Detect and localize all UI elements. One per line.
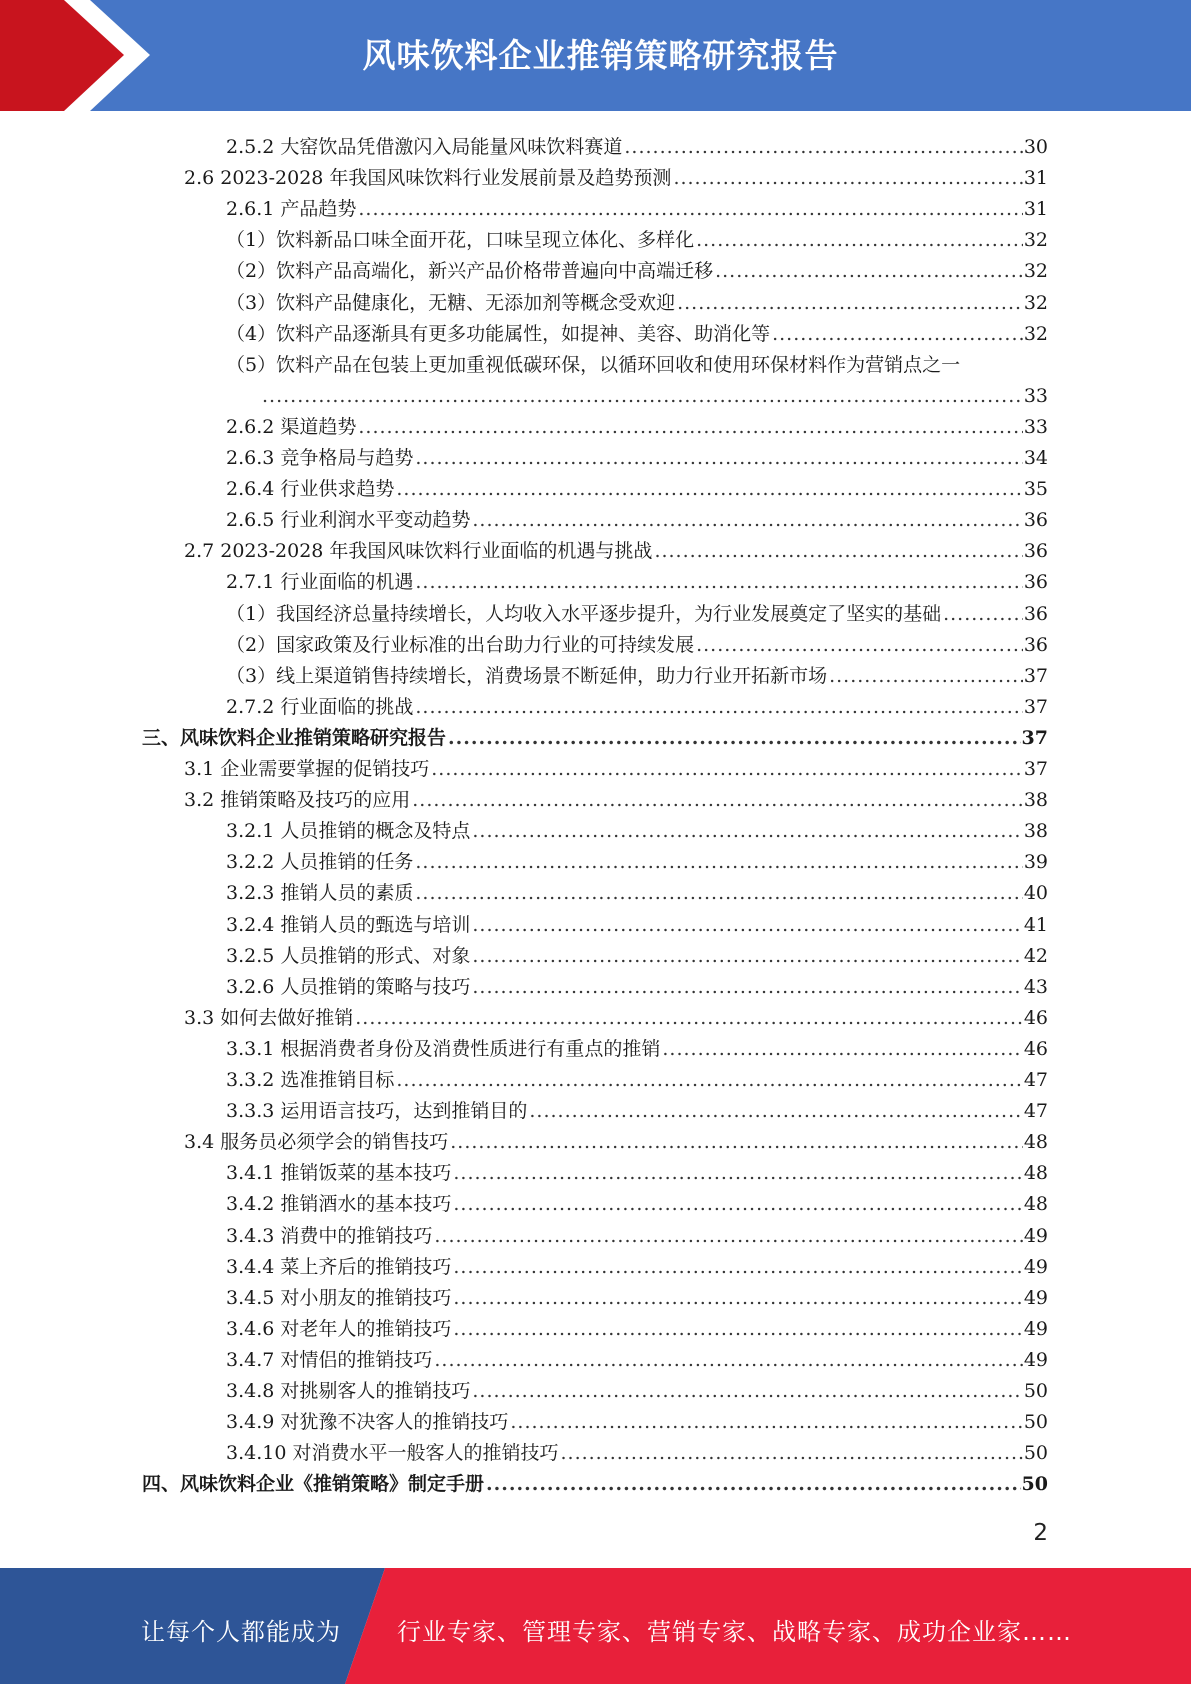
toc-entry-page: 49 <box>1023 1317 1048 1340</box>
toc-entry[interactable] <box>0 906 1048 937</box>
toc-entry-title: 3.3.3 运用语言技巧，达到推销目的 <box>226 1100 528 1123</box>
toc-entry-title: 3.4.5 对小朋友的推销技巧 <box>226 1286 452 1309</box>
toc-entry-title: 2.5.2 大窑饮品凭借激闪入局能量风味饮料赛道 <box>226 136 623 158</box>
toc-entry-page: 36 <box>1023 571 1048 594</box>
toc-dot-leader <box>529 1099 1022 1123</box>
toc-entry[interactable] <box>0 501 1048 532</box>
toc-entry[interactable] <box>0 1465 1048 1496</box>
toc-entry[interactable] <box>0 221 1048 252</box>
toc-dot-leader <box>415 695 1022 719</box>
toc-dot-leader <box>412 788 1023 812</box>
footer-slogan-left: 让每个人都能成为 <box>141 1618 341 1646</box>
toc-entry-title: （1）我国经济总量持续增长，人均收入水平逐步提升，为行业发展奠定了坚实的基础 <box>226 602 942 625</box>
toc-entry-title: 2.6.3 竞争格局与趋势 <box>226 447 414 469</box>
toc-entry[interactable] <box>0 719 1048 750</box>
toc-entry-title: 3.4.8 对挑剔客人的推销技巧 <box>226 1380 471 1402</box>
toc-entry-title: 2.6.4 行业供求趋势 <box>226 478 395 501</box>
toc-entry[interactable] <box>0 408 1048 439</box>
toc-entry-page: 47 <box>1023 1100 1048 1123</box>
toc-entry[interactable] <box>0 1310 1048 1341</box>
toc-entry[interactable] <box>0 315 1048 346</box>
toc-entry-page: 47 <box>1023 1069 1048 1091</box>
toc-dot-leader <box>453 1161 1022 1185</box>
toc-dot-leader <box>434 1348 1022 1372</box>
toc-entry-page: 30 <box>1023 136 1048 158</box>
toc-dot-leader <box>415 446 1022 470</box>
toc-dot-leader <box>673 166 1022 190</box>
toc-entry-page: 40 <box>1023 882 1048 905</box>
toc-dot-leader <box>624 135 1022 159</box>
toc-dot-leader <box>560 1441 1022 1465</box>
toc-entry-page: 35 <box>1023 478 1048 501</box>
toc-dot-leader <box>829 664 1023 688</box>
toc-entry-title: 3.4.10 对消费水平一般客人的推销技巧 <box>226 1442 559 1465</box>
toc-dot-leader <box>472 819 1022 843</box>
toc-entry-page: 37 <box>1021 726 1048 749</box>
toc-entry-page: 46 <box>1023 1006 1048 1029</box>
toc-entry-page: 32 <box>1023 291 1048 314</box>
toc-entry-title: 3.3 如何去做好推销 <box>184 1006 354 1029</box>
toc-entry[interactable] <box>0 1123 1048 1154</box>
toc-entry-page: 50 <box>1023 1442 1048 1465</box>
toc-entry-page: 36 <box>1023 509 1048 532</box>
toc-entry-title: 3.1 企业需要掌握的促销技巧 <box>184 758 430 780</box>
toc-entry[interactable] <box>0 937 1048 968</box>
toc-entry-title: （3）线上渠道销售持续增长，消费场景不断延伸，助力行业开拓新市场 <box>226 664 828 687</box>
toc-entry-page: 34 <box>1023 447 1048 469</box>
toc-entry-page: 49 <box>1023 1348 1048 1371</box>
toc-entry-page: 33 <box>1023 415 1048 438</box>
toc-dot-leader <box>696 633 1023 657</box>
toc-entry[interactable] <box>0 1217 1048 1248</box>
toc-entry-page: 37 <box>1023 695 1048 718</box>
toc-entry-page: 41 <box>1023 913 1048 936</box>
toc-dot-leader <box>453 1317 1022 1341</box>
toc-entry-title: 3.2 推销策略及技巧的应用 <box>184 789 411 812</box>
toc-entry-page: 32 <box>1023 322 1048 345</box>
toc-entry-page: 49 <box>1023 1255 1048 1278</box>
toc-entry[interactable] <box>0 532 1048 563</box>
toc-dot-leader <box>453 1192 1022 1216</box>
toc-entry-page: 49 <box>1023 1286 1048 1309</box>
toc-entry-title: （5）饮料产品在包装上更加重视低碳环保，以循环回收和使用环保材料作为营销点之一 <box>226 353 961 376</box>
toc-dot-leader <box>510 1410 1022 1434</box>
toc-entry[interactable] <box>0 843 1048 874</box>
toc-dot-leader <box>396 1068 1022 1092</box>
toc-dot-leader <box>450 1130 1023 1154</box>
toc-entry-title: 2.6.1 产品趋势 <box>226 198 357 221</box>
toc-entry-page: 36 <box>1023 540 1048 563</box>
toc-dot-leader <box>696 228 1023 252</box>
toc-entry-title: 3.2.6 人员推销的策略与技巧 <box>226 975 471 998</box>
toc-entry-page: 48 <box>1023 1193 1048 1216</box>
toc-entry[interactable] <box>0 1061 1048 1092</box>
toc-entry[interactable] <box>0 626 1048 657</box>
document-title: 风味饮料企业推销策略研究报告 <box>362 36 839 75</box>
toc-entry-page: 50 <box>1023 1380 1048 1402</box>
toc-entry-title: 2.6.5 行业利润水平变动趋势 <box>226 509 471 532</box>
toc-entry[interactable] <box>0 874 1048 905</box>
toc-entry[interactable] <box>0 1372 1048 1403</box>
toc-entry[interactable] <box>0 1248 1048 1279</box>
toc-dot-leader <box>943 602 1023 626</box>
toc-entry-page: 50 <box>1023 1411 1048 1434</box>
toc-entry-title: （1）饮料新品口味全面开花，口味呈现立体化、多样化 <box>226 229 695 252</box>
toc-entry-page: 31 <box>1023 167 1048 190</box>
toc-dot-leader <box>262 384 1023 408</box>
toc-entry-title: 3.4.9 对犹豫不决客人的推销技巧 <box>226 1411 509 1434</box>
toc-entry-title: 3.3.1 根据消费者身份及消费性质进行有重点的推销 <box>226 1037 661 1060</box>
toc-entry-page: 50 <box>1021 1473 1048 1496</box>
page-footer <box>0 1568 1191 1684</box>
toc-entry-page: 36 <box>1023 633 1048 656</box>
toc-entry-page: 43 <box>1023 975 1048 998</box>
toc-entry-title: 四、风味饮料企业《推销策略》制定手册 <box>142 1473 485 1496</box>
toc-dot-leader <box>415 570 1022 594</box>
toc-entry[interactable] <box>0 252 1048 283</box>
toc-dot-leader <box>486 1472 1021 1496</box>
toc-entry[interactable] <box>0 1434 1048 1465</box>
toc-entry-title: 3.4.3 消费中的推销技巧 <box>226 1224 433 1247</box>
toc-entry-page: 31 <box>1023 198 1048 221</box>
toc-entry-page: 36 <box>1023 602 1048 625</box>
toc-dot-leader <box>358 197 1022 221</box>
toc-dot-leader <box>396 477 1022 501</box>
toc-entry-title: 3.2.1 人员推销的概念及特点 <box>226 820 471 843</box>
toc-entry[interactable] <box>0 999 1048 1030</box>
toc-entry-page: 42 <box>1023 944 1048 967</box>
toc-dot-leader <box>415 850 1022 874</box>
toc-entry-page: 49 <box>1023 1224 1048 1247</box>
toc-entry[interactable] <box>0 1341 1048 1372</box>
toc-entry-title: 2.6 2023-2028 年我国风味饮料行业发展前景及趋势预测 <box>184 167 672 190</box>
toc-entry[interactable] <box>0 563 1048 594</box>
toc-dot-leader <box>448 726 1021 750</box>
toc-entry[interactable] <box>0 346 1048 377</box>
toc-entry[interactable] <box>0 1403 1048 1434</box>
toc-dot-leader <box>472 508 1022 532</box>
toc-entry-title: 3.4.1 推销饭菜的基本技巧 <box>226 1162 452 1185</box>
toc-entry-title: 2.6.2 渠道趋势 <box>226 415 357 438</box>
footer-slogan-right: 行业专家、管理专家、营销专家、战略专家、成功企业家…… <box>397 1618 1072 1646</box>
toc-entry[interactable] <box>0 470 1048 501</box>
toc-entry-title: 3.4.6 对老年人的推销技巧 <box>226 1317 452 1340</box>
toc-entry-page: 48 <box>1023 1162 1048 1185</box>
toc-entry-title: 3.2.5 人员推销的形式、对象 <box>226 944 471 967</box>
toc-entry-page: 37 <box>1023 758 1048 780</box>
toc-entry[interactable] <box>0 1279 1048 1310</box>
toc-entry[interactable] <box>0 812 1048 843</box>
toc-dot-leader <box>677 291 1023 315</box>
toc-dot-leader <box>415 881 1022 905</box>
toc-dot-leader <box>431 757 1023 781</box>
toc-entry-title: （3）饮料产品健康化，无糖、无添加剂等概念受欢迎 <box>226 291 676 314</box>
toc-entry[interactable] <box>0 688 1048 719</box>
toc-entry-page: 48 <box>1023 1131 1048 1154</box>
toc-entry[interactable] <box>0 377 1048 408</box>
toc-entry[interactable] <box>0 595 1048 626</box>
toc-entry-page: 33 <box>1023 384 1048 407</box>
toc-entry-title: （2）饮料产品高端化，新兴产品价格带普遍向中高端迁移 <box>226 260 714 283</box>
toc-entry-title: （4）饮料产品逐渐具有更多功能属性，如提神、美容、助消化等 <box>226 322 771 345</box>
toc-entry-page: 38 <box>1023 820 1048 843</box>
toc-entry[interactable] <box>0 1154 1048 1185</box>
toc-entry-page: 32 <box>1023 229 1048 252</box>
toc-entry-title: 3.3.2 选准推销目标 <box>226 1069 395 1091</box>
toc-entry-page: 38 <box>1023 789 1048 812</box>
toc-dot-leader <box>453 1286 1022 1310</box>
toc-dot-leader <box>434 1224 1022 1248</box>
toc-dot-leader <box>472 975 1022 999</box>
toc-entry-title: 3.2.3 推销人员的素质 <box>226 882 414 905</box>
toc-entry[interactable] <box>0 1185 1048 1216</box>
toc-entry-title: 3.2.2 人员推销的任务 <box>226 851 414 874</box>
toc-entry[interactable] <box>0 128 1048 159</box>
toc-dot-leader <box>715 259 1023 283</box>
toc-entry-title: 三、风味饮料企业推销策略研究报告 <box>142 726 447 749</box>
toc-entry-title: 3.4 服务员必须学会的销售技巧 <box>184 1131 449 1154</box>
toc-dot-leader <box>358 415 1022 439</box>
toc-entry[interactable] <box>0 1030 1048 1061</box>
toc-entry[interactable] <box>0 657 1048 688</box>
toc-entry[interactable] <box>0 159 1048 190</box>
toc-entry[interactable] <box>0 781 1048 812</box>
toc-entry-title: 3.4.4 菜上齐后的推销技巧 <box>226 1255 452 1278</box>
toc-dot-leader <box>355 1006 1023 1030</box>
page-number: 2 <box>1033 1520 1048 1546</box>
toc-entry[interactable] <box>0 190 1048 221</box>
toc-dot-leader <box>772 322 1023 346</box>
toc-entry[interactable] <box>0 750 1048 781</box>
toc-entry[interactable] <box>0 1092 1048 1123</box>
toc-entry-title: 2.7 2023-2028 年我国风味饮料行业面临的机遇与挑战 <box>184 540 653 563</box>
toc-entry[interactable] <box>0 284 1048 315</box>
toc-entry-page: 32 <box>1023 260 1048 283</box>
toc-entry-title: 3.4.7 对情侣的推销技巧 <box>226 1348 433 1371</box>
toc-entry[interactable] <box>0 439 1048 470</box>
toc-entry-title: 2.7.2 行业面临的挑战 <box>226 695 414 718</box>
toc-dot-leader <box>472 944 1022 968</box>
toc-dot-leader <box>654 539 1022 563</box>
toc-entry[interactable] <box>0 968 1048 999</box>
toc-entry-title: 3.2.4 推销人员的甄选与培训 <box>226 913 471 936</box>
toc-entry-title: （2）国家政策及行业标准的出台助力行业的可持续发展 <box>226 633 695 656</box>
toc-entry-title: 2.7.1 行业面临的机遇 <box>226 571 414 594</box>
page-header <box>0 0 1191 111</box>
toc-dot-leader <box>472 913 1022 937</box>
toc-dot-leader <box>662 1037 1022 1061</box>
toc-entry-page: 37 <box>1023 664 1048 687</box>
toc-entry-page: 39 <box>1023 851 1048 874</box>
toc-dot-leader <box>472 1379 1022 1403</box>
toc-dot-leader <box>453 1255 1022 1279</box>
toc-entry-title: 3.4.2 推销酒水的基本技巧 <box>226 1193 452 1216</box>
toc-entry-page: 46 <box>1023 1037 1048 1060</box>
